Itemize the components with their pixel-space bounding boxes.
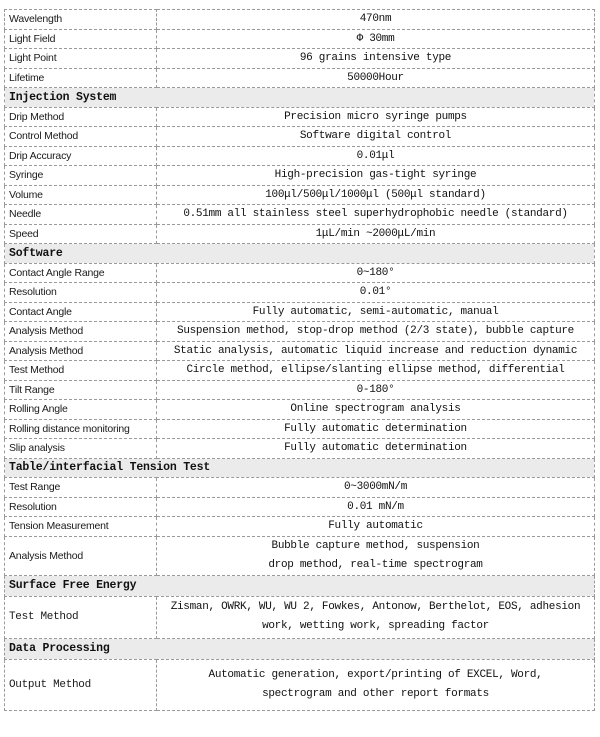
spec-label: Wavelength	[5, 10, 157, 30]
section-header-data-processing	[5, 638, 595, 659]
spec-label: Contact Angle	[5, 302, 157, 322]
spec-value: 1μL/min ~2000μL/min	[157, 224, 595, 244]
spec-label: Drip Method	[5, 107, 157, 127]
spec-label: Test Method	[5, 596, 157, 638]
spec-row	[5, 205, 595, 225]
spec-row	[5, 497, 595, 517]
spec-value: 50000Hour	[157, 68, 595, 88]
spec-label: Lifetime	[5, 68, 157, 88]
spec-value: High-precision gas-tight syringe	[157, 166, 595, 186]
spec-row	[5, 10, 595, 30]
spec-value	[157, 596, 595, 638]
spec-label: Analysis Method	[5, 322, 157, 342]
spec-label: Tilt Range	[5, 380, 157, 400]
spec-row	[5, 224, 595, 244]
spec-label: Analysis Method	[5, 341, 157, 361]
spec-value: 100μl/500μl/1000μl (500μl standard)	[157, 185, 595, 205]
section-header-surface-free-energy	[5, 576, 595, 597]
spec-value: 96 grains intensive type	[157, 49, 595, 69]
spec-value: Precision micro syringe pumps	[157, 107, 595, 127]
spec-row	[5, 107, 595, 127]
spec-value: Suspension method, stop-drop method (2/3 state), bubble capture	[157, 322, 595, 342]
spec-row	[5, 263, 595, 283]
spec-value: Circle method, ellipse/slanting ellipse method, differential	[157, 361, 595, 381]
spec-label: Tension Measurement	[5, 517, 157, 537]
spec-value: Fully automatic, semi-automatic, manual	[157, 302, 595, 322]
spec-value: 0.51mm all stainless steel superhydrophobic needle (standard)	[157, 205, 595, 225]
section-title: Injection System	[5, 88, 595, 108]
spec-value: Fully automatic	[157, 517, 595, 537]
spec-value-line: Zisman, OWRK, WU, WU 2, Fowkes, Antonow, Berthelot, EOS, adhesion	[170, 601, 581, 613]
spec-value-line: drop method, real-time spectrogram	[268, 558, 483, 571]
spec-value-line: spectrogram and other report formats	[262, 687, 489, 700]
section-title: Data Processing	[5, 638, 595, 659]
spec-row	[5, 361, 595, 381]
section-header-tension	[5, 458, 595, 478]
spec-row	[5, 419, 595, 439]
spec-row	[5, 596, 595, 638]
spec-row	[5, 380, 595, 400]
section-title: Table/interfacial Tension Test	[5, 458, 595, 478]
spec-value: 0.01°	[157, 283, 595, 303]
spec-value-line: work, wetting work, spreading factor	[262, 620, 489, 632]
section-title: Surface Free Energy	[5, 576, 595, 597]
spec-value: Software digital control	[157, 127, 595, 147]
spec-label: Volume	[5, 185, 157, 205]
spec-label: Resolution	[5, 283, 157, 303]
spec-value: Fully automatic determination	[157, 439, 595, 459]
spec-row	[5, 536, 595, 576]
spec-value: 0~3000mN/m	[157, 478, 595, 498]
spec-row	[5, 400, 595, 420]
section-title: Software	[5, 244, 595, 264]
spec-row	[5, 439, 595, 459]
spec-label: Needle	[5, 205, 157, 225]
spec-label: Test Range	[5, 478, 157, 498]
spec-label: Resolution	[5, 497, 157, 517]
spec-value: Φ 30mm	[157, 29, 595, 49]
spec-row	[5, 302, 595, 322]
spec-label: Contact Angle Range	[5, 263, 157, 283]
spec-label: Analysis Method	[5, 536, 157, 576]
spec-label: Test Method	[5, 361, 157, 381]
spec-row	[5, 341, 595, 361]
spec-value	[157, 659, 595, 710]
spec-label: Rolling Angle	[5, 400, 157, 420]
spec-value	[157, 536, 595, 576]
spec-value: Fully automatic determination	[157, 419, 595, 439]
spec-row	[5, 166, 595, 186]
spec-row	[5, 478, 595, 498]
spec-row	[5, 659, 595, 710]
spec-value: 470nm	[157, 10, 595, 30]
spec-value: 0-180°	[157, 380, 595, 400]
spec-value: 0~180°	[157, 263, 595, 283]
spec-value-line: Bubble capture method, suspension	[271, 539, 480, 552]
spec-table	[4, 9, 595, 711]
spec-label: Syringe	[5, 166, 157, 186]
spec-row	[5, 322, 595, 342]
spec-row	[5, 49, 595, 69]
spec-row	[5, 517, 595, 537]
spec-label: Slip analysis	[5, 439, 157, 459]
spec-label: Drip Accuracy	[5, 146, 157, 166]
spec-value-line: Automatic generation, export/printing of EXCEL, Word,	[208, 668, 543, 681]
spec-label: Rolling distance monitoring	[5, 419, 157, 439]
spec-label: Output Method	[5, 659, 157, 710]
spec-row	[5, 29, 595, 49]
spec-label: Control Method	[5, 127, 157, 147]
spec-row	[5, 127, 595, 147]
spec-value: Static analysis, automatic liquid increase and reduction dynamic	[157, 341, 595, 361]
spec-value: 0.01 mN/m	[157, 497, 595, 517]
spec-row	[5, 68, 595, 88]
spec-label: Speed	[5, 224, 157, 244]
spec-row	[5, 146, 595, 166]
spec-label: Light Field	[5, 29, 157, 49]
spec-row	[5, 283, 595, 303]
section-header-injection	[5, 88, 595, 108]
spec-row	[5, 185, 595, 205]
spec-value: 0.01μl	[157, 146, 595, 166]
spec-label: Light Point	[5, 49, 157, 69]
spec-value: Online spectrogram analysis	[157, 400, 595, 420]
section-header-software	[5, 244, 595, 264]
